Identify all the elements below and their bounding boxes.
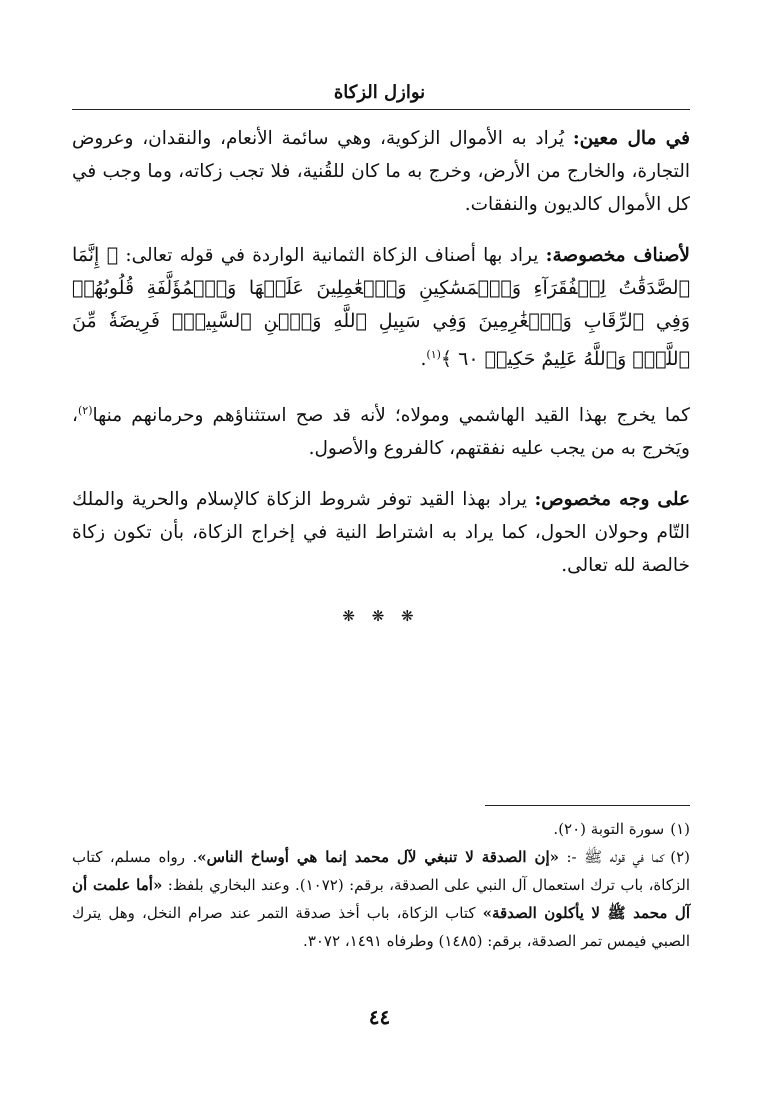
footnote-text: سورة التوبة (٢٠). — [553, 820, 665, 838]
footnote-ref: (١) — [426, 348, 441, 361]
running-header-title: نوازل الزكاة — [333, 82, 426, 103]
paragraph-specific-categories — [72, 239, 690, 376]
hadith-quote: «إن الصدقة لا تنبغي لآل محمد إنما هي أوساخ الناس» — [197, 848, 560, 866]
main-text — [72, 122, 690, 633]
hadith-quote: «أما علمت أن آل محمد ﷺ لا يأكلون الصدقة» — [72, 876, 690, 922]
paragraph-end: . — [420, 349, 427, 371]
footnote-text: كتاب الزكاة، باب أخذ صدقة التمر عند صرام النخل، وهل يترك الصبي فيمس تمر الصدقة، برقم: (١٤٨٥) وطرفاه ١٤٩١، ٣٠٧٢. — [72, 904, 690, 950]
paragraph-specific-manner — [72, 483, 690, 582]
footnote-number: (٢) — [670, 848, 691, 866]
page-number: ٤٤ — [368, 1005, 391, 1029]
header-rule — [72, 109, 690, 110]
footnote-2 — [72, 843, 690, 955]
term-specific-wealth: في مال معين: — [572, 128, 690, 149]
footnote-rule — [485, 805, 690, 806]
quran-verse: ﴿ إِنَّمَا ٱلصَّدَقَٰتُ لِلۡفُقَرَآءِ وَٱلۡمَسَٰكِينِ وَٱلۡعَٰمِلِينَ عَلَيۡهَا وَٱلۡمُؤَلَّفَةِ قُلُوبُهُمۡ وَفِي ٱلرِّقَابِ وَٱلۡغَٰرِمِينَ وَفِي سَبِيلِ ٱللَّهِ وَٱبۡنِ ٱلسَّبِيلِۖ فَرِيضَةٗ مِّنَ ٱللَّهِۗ وَٱللَّهُ عَلِيمٌ حَكِيمٞ ٦٠ ﴾ — [72, 244, 690, 371]
term-specific-manner: على وجه مخصوص: — [534, 489, 690, 511]
footnote-text: كما في قوله ﷺ -: — [559, 848, 665, 866]
section-separator: ❋ ❋ ❋ — [342, 607, 420, 626]
footnote-ref: (٢) — [77, 404, 93, 418]
footnote-number: (١) — [670, 820, 690, 838]
paragraph-hashemite — [72, 394, 690, 465]
paragraph-text: يراد بها أصناف الزكاة الثمانية الواردة في قوله تعالى: — [118, 245, 546, 266]
paragraph-specific-wealth — [72, 122, 690, 221]
footnote-1 — [72, 815, 690, 843]
paragraph-text: يُراد به الأموال الزكوية، وهي سائمة الأنعام، والنقدان، وعروض التجارة، والخارج من الأرض، وخرج به ما كان للقُنية، فلا تجب زكاته، وما وجب في كل الأموال كالديون والنفقات. — [72, 128, 690, 215]
paragraph-text: يراد بهذا القيد توفر شروط الزكاة كالإسلام والحرية والملك التّام وحولان الحول، كما يراد به اشتراط النية في إخراج الزكاة، بأن تكون زكاة خالصة لله تعالى. — [72, 489, 690, 577]
paragraph-text: ، ويَخرج به من يجب عليه نفقتهم، كالفروع والأصول. — [72, 405, 690, 460]
footnotes — [72, 815, 690, 955]
footnote-text: . رواه مسلم، كتاب الزكاة، باب ترك استعمال آل النبي على الصدقة، برقم: (١٠٧٢). وعند البخاري بلفظ: — [72, 848, 691, 894]
term-specific-categories: لأصناف مخصوصة: — [545, 245, 690, 266]
paragraph-text: كما يخرج بهذا القيد الهاشمي ومولاه؛ لأنه قد صح استثناؤهم وحرمانهم منها — [92, 405, 690, 427]
